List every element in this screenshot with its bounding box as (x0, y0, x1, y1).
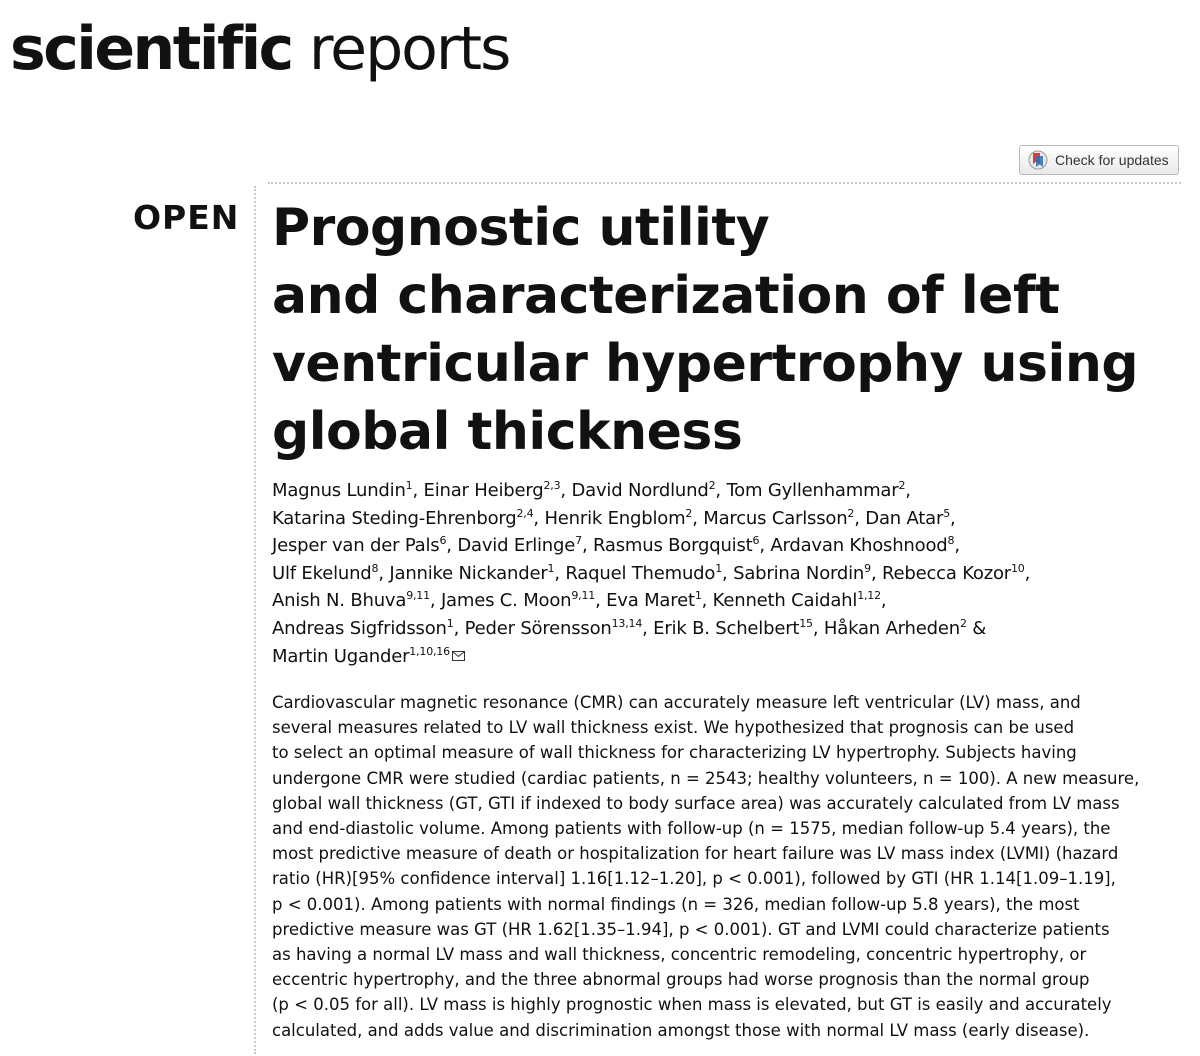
journal-logo[interactable] (10, 14, 509, 84)
author-name[interactable]: Peder Sörensson (464, 617, 612, 639)
author-name[interactable]: Erik B. Schelbert (653, 617, 800, 639)
author-name[interactable]: Håkan Arheden (823, 617, 960, 639)
author-name[interactable]: James C. Moon (440, 590, 572, 611)
author-separator: , (446, 535, 458, 556)
author-affiliation: 1 (446, 616, 454, 630)
email-icon[interactable] (452, 642, 465, 652)
author-affiliation: 1 (547, 561, 555, 575)
check-for-updates-label: Check for updates (1055, 152, 1169, 168)
author-affiliation: 2 (898, 479, 906, 492)
abstract-line: global wall thickness (GT, GTI if indexed to body surface area) was accurately calculated from LV mass (272, 793, 1120, 813)
check-for-updates-button[interactable] (1019, 145, 1179, 175)
author-affiliation: 1 (694, 589, 702, 602)
author-affiliation: 1 (405, 479, 413, 492)
author-separator: , (533, 507, 545, 529)
author-affiliation: 2,4 (516, 506, 534, 520)
author-name[interactable]: Jesper van der Pals (272, 535, 440, 556)
author-separator: , (950, 507, 956, 529)
author-separator: , (554, 562, 566, 584)
header-divider (268, 182, 1181, 184)
author-separator: , (595, 590, 607, 611)
abstract-line: eccentric hypertrophy, and the three abnormal groups had worse prognosis than the normal group (272, 970, 1090, 990)
author-affiliation: 6 (439, 534, 447, 547)
author-affiliation: 2 (959, 616, 967, 630)
author-separator: & (966, 617, 987, 639)
author-affiliation: 1,12 (857, 589, 881, 602)
author-separator: , (1024, 562, 1031, 584)
abstract (272, 690, 1187, 1043)
author-affiliation: 1 (715, 561, 723, 575)
author-name[interactable]: Jannike Nickander (389, 562, 548, 584)
author-name[interactable]: Kenneth Caidahl (712, 590, 858, 611)
author-name[interactable]: Ulf Ekelund (272, 562, 372, 584)
author-affiliation: 2 (847, 506, 855, 520)
author-name[interactable]: Tom Gyllenhammar (726, 480, 899, 501)
author-separator: , (378, 562, 390, 584)
author-name[interactable]: Rebecca Kozor (882, 562, 1011, 584)
author-line (272, 532, 1172, 560)
author-affiliation: 9 (864, 561, 871, 575)
author-affiliation: 2 (685, 506, 693, 520)
author-name[interactable]: Einar Heiberg (423, 480, 544, 501)
abstract-line: and end-diastolic volume. Among patients with follow-up (n = 1575, median follow-up 5.4 years), the (272, 819, 1111, 839)
crossmark-icon (1028, 150, 1048, 170)
author-name[interactable]: Eva Maret (606, 590, 695, 611)
author-separator: , (870, 562, 882, 584)
author-affiliation: 8 (371, 561, 379, 575)
author-separator: , (701, 590, 713, 611)
author-separator: , (581, 535, 593, 556)
author-line (272, 505, 1172, 533)
author-separator: , (715, 480, 727, 501)
title-line: global thickness (272, 402, 743, 462)
author-name[interactable]: Dan Atar (865, 507, 944, 529)
author-name[interactable]: David Erlinge (457, 535, 576, 556)
abstract-line: p < 0.001). Among patients with normal findings (n = 326, median follow-up 5.8 years), the most (272, 894, 1080, 914)
author-separator: , (692, 507, 704, 529)
author-list (272, 477, 1172, 671)
author-name[interactable]: Anish N. Bhuva (272, 590, 407, 611)
abstract-line: calculated, and adds value and discrimination amongst those with normal LV mass (early disease). (272, 1020, 1090, 1040)
author-affiliation: 6 (752, 534, 760, 547)
author-affiliation: 2 (708, 479, 716, 492)
author-affiliation: 8 (947, 534, 955, 547)
author-separator: , (412, 480, 424, 501)
author-line (272, 560, 1172, 588)
author-affiliation: 7 (575, 534, 582, 547)
author-separator: , (880, 590, 887, 611)
author-name[interactable]: Henrik Engblom (544, 507, 686, 529)
author-name[interactable]: Katarina Steding-Ehrenborg (272, 507, 517, 529)
author-affiliation: 15 (799, 616, 813, 630)
author-separator: , (722, 562, 734, 584)
author-name[interactable]: Rasmus Borgquist (592, 535, 753, 556)
author-name[interactable]: Magnus Lundin (272, 480, 406, 501)
author-affiliation: 13,14 (611, 616, 643, 630)
abstract-line: as having a normal LV mass and wall thickness, concentric remodeling, concentric hypertrophy, or (272, 945, 1087, 965)
author-separator: , (453, 617, 465, 639)
author-separator: , (642, 617, 654, 639)
author-separator: , (812, 617, 824, 639)
author-separator: , (759, 535, 771, 556)
author-affiliation: 5 (943, 506, 950, 520)
author-line (272, 642, 1172, 671)
author-line (272, 587, 1172, 615)
author-name[interactable]: Ardavan Khoshnood (770, 535, 948, 556)
abstract-line: undergone CMR were studied (cardiac patients, n = 2543; healthy volunteers, n = 100). A new measure, (272, 768, 1140, 788)
author-name[interactable]: David Nordlund (571, 480, 709, 501)
abstract-line: Cardiovascular magnetic resonance (CMR) can accurately measure left ventricular (LV) mass, and (272, 693, 1081, 712)
title-line: Prognostic utility (272, 198, 770, 258)
author-separator: , (954, 535, 960, 556)
author-separator: , (560, 480, 572, 501)
author-affiliation: 1,10,16 (409, 645, 450, 658)
author-separator: , (854, 507, 866, 529)
title-line: and characterization of left (272, 266, 1060, 326)
journal-name-bold: scientific (10, 14, 292, 84)
author-line (272, 615, 1172, 643)
abstract-line: (p < 0.05 for all). LV mass is highly prognostic when mass is elevated, but GT is easily and accurately (272, 995, 1112, 1015)
abstract-line: ratio (HR)[95% confidence interval] 1.16[1.12–1.20], p < 0.001), followed by GTI (HR 1.14[1.09–1.19], (272, 869, 1116, 889)
abstract-line: predictive measure was GT (HR 1.62[1.35–1.94], p < 0.001). GT and LVMI could characterize patients (272, 919, 1110, 939)
author-affiliation: 2,3 (543, 479, 561, 492)
author-separator: , (905, 480, 911, 501)
author-affiliation: 9,11 (571, 589, 596, 602)
margin-divider (254, 186, 256, 1054)
title-line: ventricular hypertrophy using (272, 334, 1139, 394)
abstract-line: most predictive measure of death or hospitalization for heart failure was LV mass index (LVMI) (hazard (272, 844, 1119, 864)
journal-name-light: reports (308, 14, 510, 84)
author-name[interactable]: Andreas Sigfridsson (272, 617, 447, 639)
author-affiliation: 9,11 (406, 589, 430, 602)
author-name[interactable]: Raquel Themudo (565, 562, 716, 584)
author-name[interactable]: Sabrina Nordin (733, 562, 865, 584)
author-name[interactable]: Marcus Carlsson (703, 507, 848, 529)
article-title (272, 194, 1172, 466)
open-access-label: OPEN (133, 198, 240, 237)
author-separator: , (429, 590, 441, 611)
author-affiliation: 10 (1011, 561, 1025, 575)
abstract-line: several measures related to LV wall thickness exist. We hypothesized that prognosis can be used (272, 718, 1075, 738)
author-line (272, 477, 1172, 505)
abstract-line: to select an optimal measure of wall thickness for characterizing LV hypertrophy. Subjects having (272, 743, 1077, 763)
author-name[interactable]: Martin Ugander (272, 646, 410, 667)
